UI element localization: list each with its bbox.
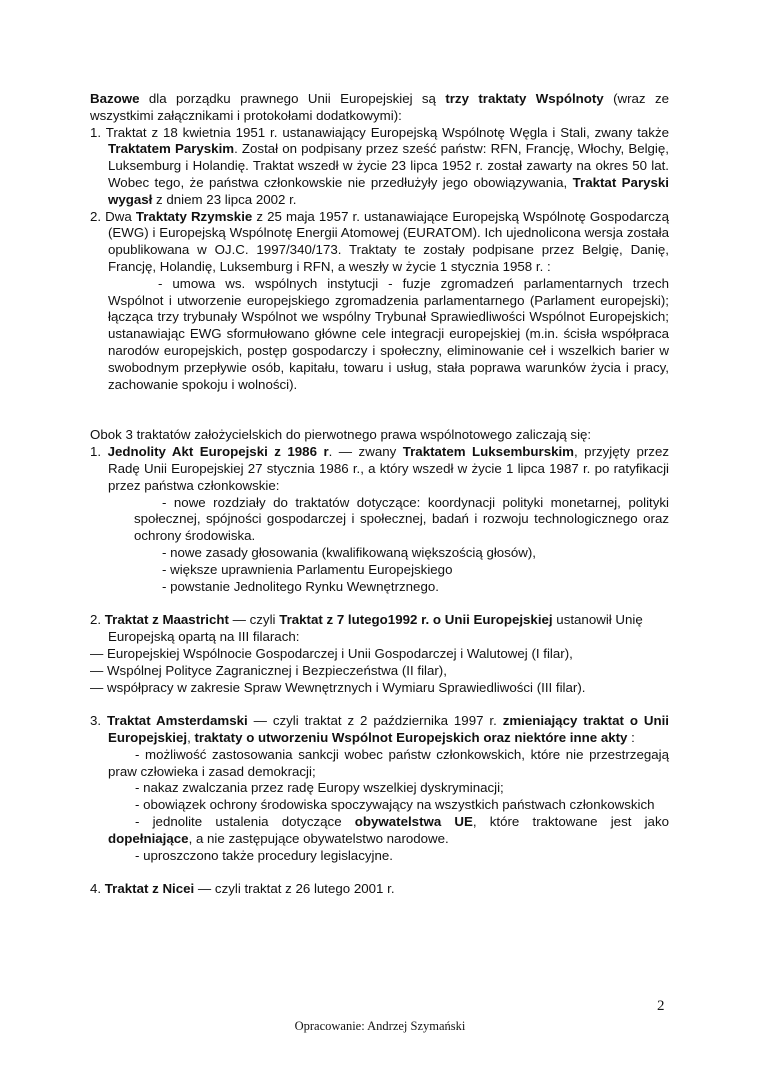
amsterdam-subitem: - uproszczono także procedury legislacyjne. (135, 847, 393, 863)
amsterdam-subitem: - możliwość zastosowania sankcji wobec państw członkowskich, które nie przestrzegają praw człowieka i zasad demokracji; (108, 746, 669, 779)
page-footer: Opracowanie: Andrzej Szymański (294, 1019, 466, 1033)
maastricht-item: 2. Traktat z Maastricht — czyli Traktat z 7 lutego1992 r. o Unii Europejskiej ustanowił Unię Europejską opartą na III filarach: (90, 612, 643, 645)
page-number: 2 (657, 998, 665, 1014)
sea-subitem: - powstanie Jednolitego Rynku Wewnętrznego. (162, 578, 439, 594)
intro-paragraph: Bazowe dla porządku prawnego Unii Europejskiej są trzy traktaty Wspólnoty (wraz ze wszystkimi załącznikami i protokołami dodatkowymi): (90, 91, 669, 123)
founding-intro: Obok 3 traktatów założycielskich do pierwotnego prawa wspólnotowego zaliczają się: (90, 427, 592, 443)
amsterdam-subitem: - nakaz zwalczania przez radę Europy wszelkiej dyskryminacji; (135, 780, 504, 796)
pillar-item: — współpracy w zakresie Spraw Wewnętrznych i Wymiaru Sprawiedliwości (III filar). (90, 679, 586, 695)
treaty-rome-detail: - umowa ws. wspólnych instytucji - fuzje zgromadzeń parlamentarnych trzech Wspólnot i utworzenie europejskiego zgromadzenia parlamentarnego (Parlament europejski); łącząca trzy trybunały Wspólnot we wspólny Trybunał Sprawiedliwości Wspólnot Europejskich; ustanawiając EWG sformułowano główne cele integracji europejskiej (m.in. ścisła współpraca narodów europejskich, postęp gospodarczy i społeczny, eliminowanie ceł i wszelkich barier w swobodnym przepływie osób, kapitału, towaru i usług, stała poprawa warunków życia i pracy, zachowanie spokoju i wolności). (108, 275, 669, 392)
amsterdam-sublist (90, 747, 669, 865)
sea-subitem: - większe uprawnienia Parlamentu Europejskiego (162, 561, 453, 577)
treaty-rome-item: 2. Dwa Traktaty Rzymskie z 25 maja 1957 r. ustanawiające Europejską Wspólnotę Gospodarczą (EWG) i Europejską Wspólnotę Energii Atomowej (EURATOM). Ich ujednolicona wersja została opublikowana w OJ.C. 1997/340/173. Traktaty te zostały podpisane przez Belgię, Danię, Francję, Holandię, Luksemburg i RFN, a weszły w życie 1 stycznia 1958 r. : (90, 208, 669, 274)
sea-sublist (90, 495, 669, 596)
sea-subitem: - nowe zasady głosowania (kwalifikowaną większością głosów), (162, 544, 536, 560)
pillar-item: — Wspólnej Polityce Zagranicznej i Bezpieczeństwa (II filar), (90, 662, 447, 678)
amsterdam-subitem: - jednolite ustalenia dotyczące obywatelstwa UE, które traktowane jest jako dopełniające, a nie zastępujące obywatelstwo narodowe. (108, 814, 669, 846)
treaty-paris-item: 1. Traktat z 18 kwietnia 1951 r. ustanawiający Europejską Wspólnotę Węgla i Stali, zwany także Traktatem Paryskim. Został on podpisany przez sześć państw: RFN, Francję, Włochy, Belgię, Luksemburg i Holandię. Traktat wszedł w życie 23 lipca 1952 r. został zawarty na okres 50 lat. Wobec tego, że państwa członkowskie nie przedłużyły jego obowiązywania, Traktat Paryski wygasł z dniem 23 lipca 2002 r. (90, 124, 669, 207)
amsterdam-subitem: - obowiązek ochrony środowiska spoczywający na wszystkich państwach członkowskich (135, 797, 655, 813)
amsterdam-item: 3. Traktat Amsterdamski — czyli traktat z 2 października 1997 r. zmieniający traktat o Unii Europejskiej, traktaty o utworzeniu Wspólnot Europejskich oraz niektóre inne akty : (90, 713, 669, 746)
pillar-item: — Europejskiej Wspólnocie Gospodarczej i Unii Gospodarczej i Walutowej (I filar), (90, 645, 573, 661)
document-body (90, 91, 669, 898)
sea-item: 1. Jednolity Akt Europejski z 1986 r. — zwany Traktatem Luksemburskim, przyjęty przez Radę Unii Europejskiej 27 stycznia 1986 r., a który wszedł w życie 1 lipca 1987 r. po ratyfikacji przez państwa członkowskie: (90, 444, 669, 493)
nice-item: 4. Traktat z Nicei — czyli traktat z 26 lutego 2001 r. (90, 881, 395, 897)
sea-subitem: - nowe rozdziały do traktatów dotyczące: koordynacji polityki monetarnej, polityki społecznej, spójności gospodarczej i społecznej, badań i rozwoju technologicznego oraz ochrony środowiska. (134, 494, 669, 544)
